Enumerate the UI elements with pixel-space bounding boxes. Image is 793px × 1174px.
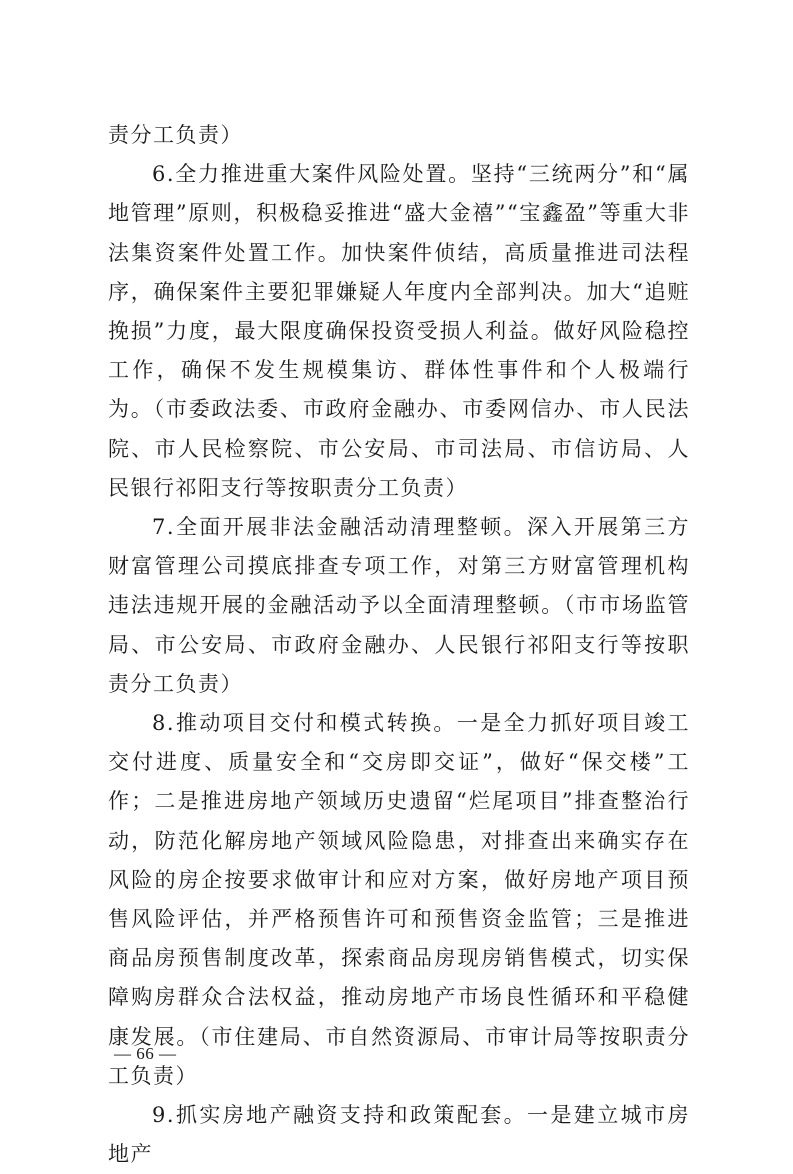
paragraph-continuation: 责分工负责） xyxy=(108,123,243,147)
paragraph-item-7: 7.全面开展非法金融活动清理整顿。深入开展第三方财富管理公司摸底排查专项工作，对第三方财富管理机构违法违规开展的金融活动予以全面清理整顿。（市市场监管局、市公安局、市政府金融办、人民银行祁阳支行等按职责分工负责） xyxy=(108,515,690,696)
page-number: — 66 — xyxy=(114,1044,177,1063)
document-body xyxy=(108,116,690,1174)
paragraph-item-9: 9.抓实房地产融资支持和政策配套。一是建立城市房地产 xyxy=(108,1103,690,1167)
paragraph-item-6: 6.全力推进重大案件风险处置。坚持“三统两分”和“属地管理”原则，积极稳妥推进“盛大金禧”“宝鑫盈”等重大非法集资案件处置工作。加快案件侦结，高质量推进司法程序，确保案件主要犯罪嫌疑人年度内全部判决。加大“追赃挽损”力度，最大限度确保投资受损人利益。做好风险稳控工作，确保不发生规模集访、群体性事件和个人极端行为。（市委政法委、市政府金融办、市委网信办、市人民法院、市人民检察院、市公安局、市司法局、市信访局、人民银行祁阳支行等按职责分工负责） xyxy=(108,162,690,500)
paragraph-item-8: 8.推动项目交付和模式转换。一是全力抓好项目竣工交付进度、质量安全和“交房即交证”，做好“保交楼”工作；二是推进房地产领域历史遗留“烂尾项目”排查整治行动，防范化解房地产领域风险隐患，对排查出来确实存在风险的房企按要求做审计和应对方案，做好房地产项目预售风险评估，并严格预售许可和预售资金监管；三是推进商品房预售制度改革，探索商品房现房销售模式，切实保障购房群众合法权益，推动房地产市场良性循环和平稳健康发展。（市住建局、市自然资源局、市审计局等按职责分工负责） xyxy=(108,711,690,1088)
